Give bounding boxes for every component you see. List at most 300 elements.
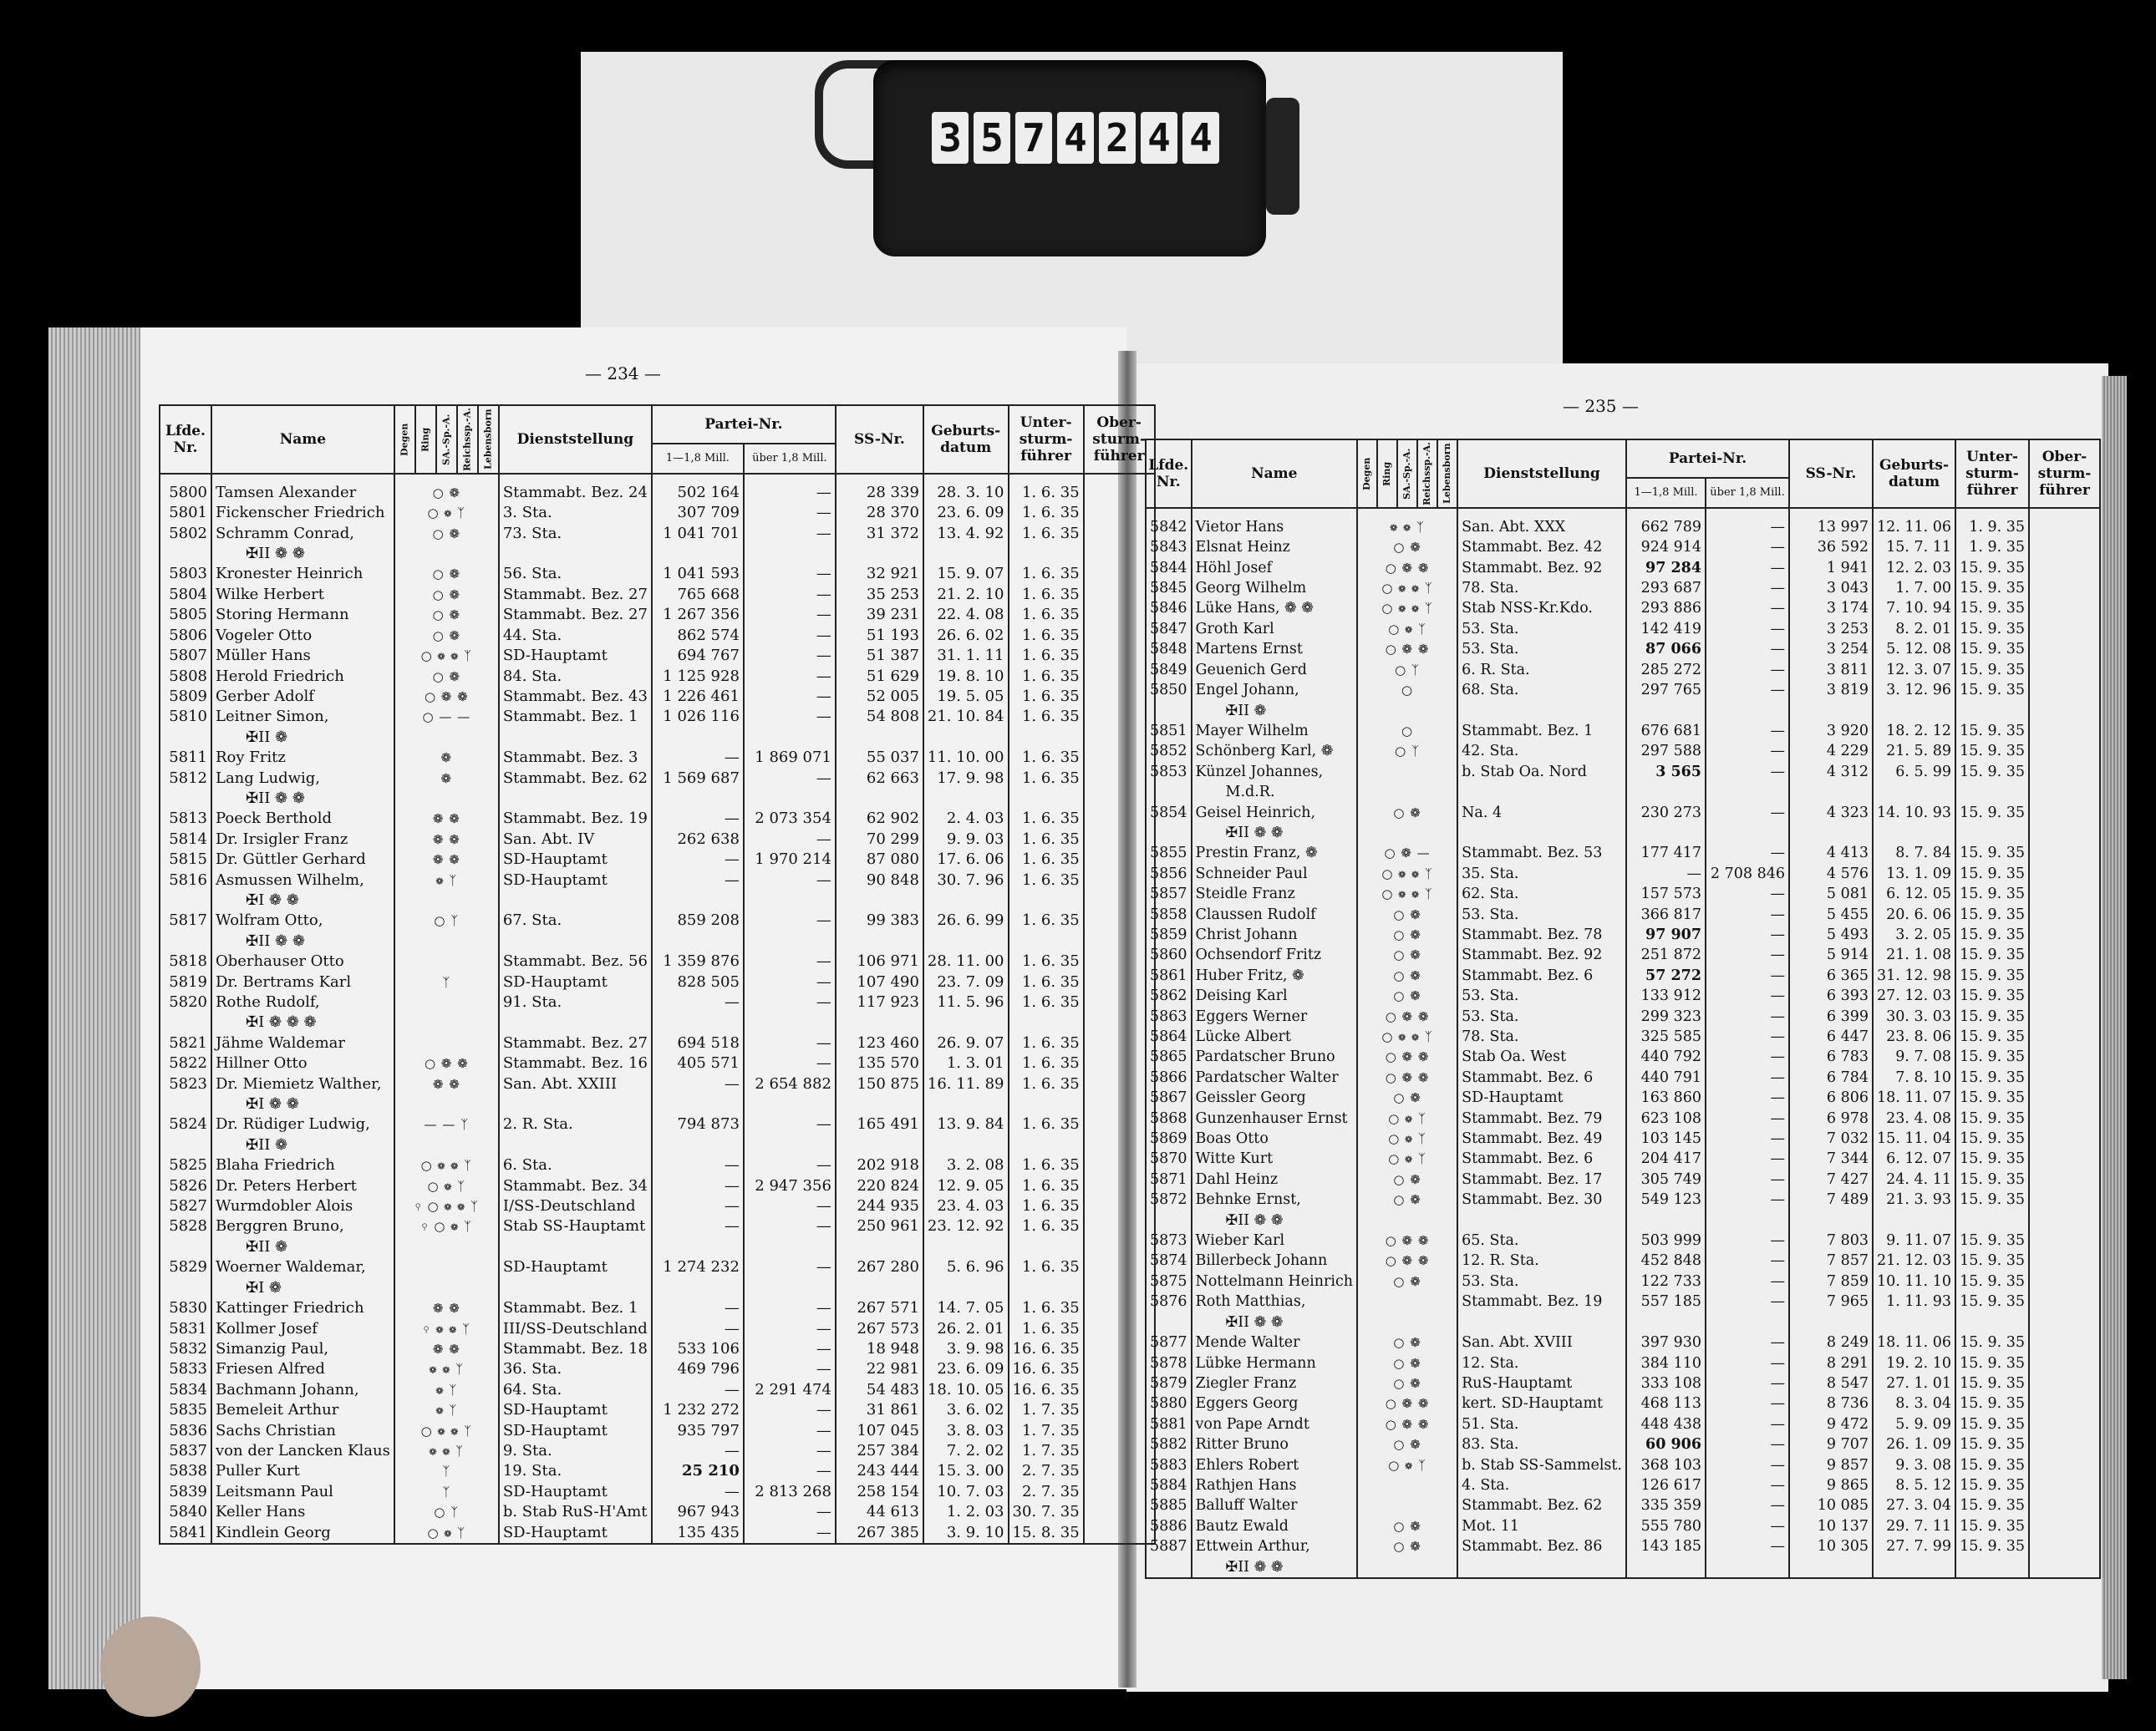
partei-nr-high-cell: —	[744, 605, 836, 625]
obersturmfuehrer-cell	[1084, 1257, 1155, 1277]
geburtsdatum-cell: 14. 7. 05	[923, 1298, 1009, 1318]
dienststellung-cell	[499, 1237, 652, 1257]
untersturmfuehrer-cell	[1955, 1211, 2029, 1231]
partei-nr-low-cell: 204 417	[1626, 1149, 1706, 1169]
honors-cell	[1357, 782, 1457, 802]
table-row	[1146, 1333, 2100, 1353]
partei-nr-low-cell: —	[652, 1482, 744, 1502]
partei-nr-high-cell: —	[1706, 884, 1789, 904]
partei-nr-high-cell: —	[1706, 1231, 1789, 1251]
partei-nr-low-cell: 230 273	[1626, 803, 1706, 823]
table-row	[160, 1237, 1155, 1257]
honors-cell: ○ ❁	[1357, 1088, 1457, 1108]
lfd-nr-cell: 5872	[1146, 1190, 1192, 1210]
lfd-nr-cell: 5861	[1146, 966, 1192, 986]
name-cell: Simanzig Paul,	[211, 1339, 394, 1359]
untersturmfuehrer-cell: 1. 6. 35	[1009, 1074, 1084, 1094]
ss-nr-cell: 7 427	[1789, 1170, 1873, 1190]
partei-nr-low-cell: 503 999	[1626, 1231, 1706, 1251]
partei-nr-high-cell: —	[744, 1359, 836, 1379]
dienststellung-cell: San. Abt. XVIII	[1457, 1333, 1626, 1353]
dienststellung-cell	[499, 1094, 652, 1114]
left-register-table	[159, 404, 1156, 1545]
partei-nr-low-cell: —	[652, 1216, 744, 1236]
geburtsdatum-cell: 15. 11. 04	[1873, 1129, 1955, 1149]
partei-nr-low-cell	[652, 544, 744, 564]
partei-nr-low-cell: 142 419	[1626, 619, 1706, 639]
ss-nr-cell: 55 037	[836, 748, 923, 768]
dienststellung-cell: Stab SS-Hauptamt	[499, 1216, 652, 1236]
name-cell: Ehlers Robert	[1192, 1455, 1358, 1475]
partei-nr-low-cell: 335 359	[1626, 1495, 1706, 1515]
obersturmfuehrer-cell	[2029, 986, 2100, 1006]
lfd-nr-cell	[160, 1094, 211, 1114]
geburtsdatum-cell: 27. 1. 01	[1873, 1373, 1955, 1393]
geburtsdatum-cell: 14. 10. 93	[1873, 803, 1955, 823]
name-cell: Rathjen Hans	[1192, 1475, 1358, 1495]
partei-nr-high-cell: —	[744, 646, 836, 666]
untersturmfuehrer-cell: 15. 9. 35	[1955, 1068, 2029, 1088]
lfd-nr-cell: 5823	[160, 1074, 211, 1094]
untersturmfuehrer-cell	[1955, 782, 2029, 802]
name-cell: Bautz Ewald	[1192, 1516, 1358, 1536]
honors-cell: ○ ❁ ❁ ᛉ	[1357, 884, 1457, 904]
partei-nr-low-cell: 694 767	[652, 646, 744, 666]
partei-nr-high-cell: —	[1706, 803, 1789, 823]
ss-nr-cell: 244 935	[836, 1196, 923, 1216]
name-cell: von Pape Arndt	[1192, 1414, 1358, 1434]
obersturmfuehrer-cell	[2029, 1516, 2100, 1536]
geburtsdatum-cell: 8. 7. 84	[1873, 843, 1955, 863]
untersturmfuehrer-cell: 1. 6. 35	[1009, 871, 1084, 891]
honors-cell: ○ ❁	[1357, 1353, 1457, 1373]
table-row	[160, 1013, 1155, 1033]
geburtsdatum-cell	[923, 891, 1009, 911]
table-row	[160, 564, 1155, 584]
partei-nr-high-cell: —	[744, 911, 836, 931]
untersturmfuehrer-cell: 2. 7. 35	[1009, 1461, 1084, 1481]
obersturmfuehrer-cell	[2029, 782, 2100, 802]
counter-knob	[1266, 98, 1299, 215]
table-row	[160, 1380, 1155, 1400]
untersturmfuehrer-cell: 15. 9. 35	[1955, 986, 2029, 1006]
partei-nr-low-cell: 828 505	[652, 972, 744, 992]
header-ring: Ring	[415, 405, 436, 474]
table-row	[160, 503, 1155, 523]
lfd-nr-cell: 5841	[160, 1523, 211, 1544]
partei-nr-high-cell: —	[744, 564, 836, 584]
honors-cell: ○ ❁	[1357, 1272, 1457, 1292]
obersturmfuehrer-cell	[2029, 537, 2100, 557]
untersturmfuehrer-cell: 15. 8. 35	[1009, 1523, 1084, 1544]
untersturmfuehrer-cell	[1955, 1312, 2029, 1333]
dienststellung-cell: SD-Hauptamt	[499, 850, 652, 870]
partei-nr-low-cell: 87 066	[1626, 639, 1706, 659]
geburtsdatum-cell	[1873, 823, 1955, 843]
table-row	[160, 1094, 1155, 1114]
partei-nr-high-cell: 2 708 846	[1706, 864, 1789, 884]
partei-nr-low-cell: —	[652, 850, 744, 870]
name-cell: Deising Karl	[1192, 986, 1358, 1006]
geburtsdatum-cell: 26. 6. 02	[923, 626, 1009, 646]
partei-nr-high-cell	[1706, 782, 1789, 802]
honors-cell: ○ ❁	[1357, 925, 1457, 945]
header-partei-high: über 1,8 Mill.	[1706, 478, 1789, 508]
honors-cell: ○ ❁ ᛉ	[1357, 619, 1457, 639]
ss-nr-cell: 7 857	[1789, 1251, 1873, 1271]
ss-nr-cell: 28 370	[836, 503, 923, 523]
partei-nr-low-cell: 533 106	[652, 1339, 744, 1359]
honors-cell: ○ ❁	[1357, 905, 1457, 925]
name-cell: ✠II ❁ ❁	[1192, 1557, 1358, 1578]
obersturmfuehrer-cell	[1084, 1155, 1155, 1175]
partei-nr-high-cell: —	[744, 1421, 836, 1441]
dienststellung-cell: 6. R. Sta.	[1457, 660, 1626, 680]
name-cell: ✠II ❁ ❁	[1192, 823, 1358, 843]
obersturmfuehrer-cell	[1084, 1176, 1155, 1196]
honors-cell: ❁ ❁	[394, 830, 499, 850]
untersturmfuehrer-cell: 1. 6. 35	[1009, 911, 1084, 931]
counter-digit: 7	[1015, 112, 1052, 164]
untersturmfuehrer-cell: 15. 9. 35	[1955, 1536, 2029, 1556]
untersturmfuehrer-cell: 15. 9. 35	[1955, 762, 2029, 782]
ss-nr-cell: 10 137	[1789, 1516, 1873, 1536]
geburtsdatum-cell: 9. 9. 03	[923, 830, 1009, 850]
partei-nr-high-cell: 2 654 882	[744, 1074, 836, 1094]
obersturmfuehrer-cell	[2029, 1251, 2100, 1271]
geburtsdatum-cell: 7. 2. 02	[923, 1441, 1009, 1461]
dienststellung-cell: kert. SD-Hauptamt	[1457, 1393, 1626, 1414]
partei-nr-low-cell: 549 123	[1626, 1190, 1706, 1210]
table-row	[160, 769, 1155, 789]
table-row	[160, 911, 1155, 931]
untersturmfuehrer-cell: 1. 6. 35	[1009, 1319, 1084, 1339]
partei-nr-low-cell: 177 417	[1626, 843, 1706, 863]
honors-cell	[394, 1013, 499, 1033]
geburtsdatum-cell: 10. 7. 03	[923, 1482, 1009, 1502]
ss-nr-cell: 39 231	[836, 605, 923, 625]
obersturmfuehrer-cell	[1084, 646, 1155, 666]
partei-nr-low-cell: 305 749	[1626, 1170, 1706, 1190]
untersturmfuehrer-cell: 1. 6. 35	[1009, 646, 1084, 666]
obersturmfuehrer-cell	[2029, 1231, 2100, 1251]
table-row	[160, 1196, 1155, 1216]
lfd-nr-cell: 5808	[160, 667, 211, 687]
partei-nr-low-cell: 143 185	[1626, 1536, 1706, 1556]
partei-nr-low-cell: 862 574	[652, 626, 744, 646]
geburtsdatum-cell: 21. 5. 89	[1873, 741, 1955, 761]
partei-nr-high-cell: —	[1706, 1027, 1789, 1047]
geburtsdatum-cell: 13. 9. 84	[923, 1114, 1009, 1135]
table-row	[1146, 1047, 2100, 1067]
obersturmfuehrer-cell	[1084, 769, 1155, 789]
partei-nr-low-cell: 368 103	[1626, 1455, 1706, 1475]
obersturmfuehrer-cell	[2029, 1190, 2100, 1210]
partei-nr-high-cell	[744, 1094, 836, 1114]
partei-nr-low-cell: 384 110	[1626, 1353, 1706, 1373]
partei-nr-high-cell: —	[744, 830, 836, 850]
partei-nr-high-cell: —	[744, 667, 836, 687]
name-cell: ✠II ❁	[211, 1135, 394, 1155]
partei-nr-low-cell	[652, 789, 744, 809]
name-cell: ✠I ❁	[211, 1278, 394, 1298]
counter-digit: 4	[1141, 112, 1177, 164]
lfd-nr-cell: 5876	[1146, 1292, 1192, 1312]
geburtsdatum-cell: 5. 12. 08	[1873, 639, 1955, 659]
lfd-nr-cell	[160, 1013, 211, 1033]
dienststellung-cell: 4. Sta.	[1457, 1475, 1626, 1495]
obersturmfuehrer-cell	[2029, 1027, 2100, 1047]
untersturmfuehrer-cell: 15. 9. 35	[1955, 966, 2029, 986]
obersturmfuehrer-cell	[1084, 1216, 1155, 1236]
untersturmfuehrer-cell: 15. 9. 35	[1955, 925, 2029, 945]
partei-nr-low-cell: 293 886	[1626, 598, 1706, 618]
geburtsdatum-cell	[923, 1013, 1009, 1033]
geburtsdatum-cell: 7. 8. 10	[1873, 1068, 1955, 1088]
partei-nr-low-cell: 251 872	[1626, 945, 1706, 965]
table-row	[1146, 1272, 2100, 1292]
table-row	[160, 1135, 1155, 1155]
geburtsdatum-cell: 11. 5. 96	[923, 992, 1009, 1013]
ss-nr-cell: 4 323	[1789, 803, 1873, 823]
dienststellung-cell: 3. Sta.	[499, 503, 652, 523]
partei-nr-high-cell: —	[1706, 537, 1789, 557]
header-lebensborn: Lebensborn	[1437, 439, 1457, 508]
obersturmfuehrer-cell	[1084, 1421, 1155, 1441]
honors-cell	[1357, 823, 1457, 843]
honors-cell: ○ ❁	[1357, 1190, 1457, 1210]
partei-nr-low-cell: 297 765	[1626, 680, 1706, 700]
dienststellung-cell: Stammabt. Bez. 56	[499, 952, 652, 972]
untersturmfuehrer-cell: 15. 9. 35	[1955, 884, 2029, 904]
name-cell: Huber Fritz, ❁	[1192, 966, 1358, 986]
table-row	[1146, 1312, 2100, 1333]
name-cell: von der Lancken Klaus	[211, 1441, 394, 1461]
table-row	[160, 830, 1155, 850]
dienststellung-cell: SD-Hauptamt	[499, 646, 652, 666]
partei-nr-low-cell: —	[652, 1176, 744, 1196]
lfd-nr-cell: 5880	[1146, 1393, 1192, 1414]
table-row	[1146, 945, 2100, 965]
geburtsdatum-cell: 26. 1. 09	[1873, 1434, 1955, 1454]
name-cell: ✠II ❁ ❁	[1192, 1312, 1358, 1333]
dienststellung-cell: 91. Sta.	[499, 992, 652, 1013]
header-ss-nr: SS-Nr.	[1789, 439, 1873, 508]
obersturmfuehrer-cell	[1084, 1033, 1155, 1053]
untersturmfuehrer-cell: 15. 9. 35	[1955, 1292, 2029, 1312]
table-row	[1146, 701, 2100, 721]
honors-cell: ○ ❁ ᛉ	[394, 503, 499, 523]
geburtsdatum-cell: 18. 11. 07	[1873, 1088, 1955, 1108]
name-cell: Gerber Adolf	[211, 687, 394, 707]
partei-nr-high-cell: —	[744, 992, 836, 1013]
partei-nr-low-cell: 557 185	[1626, 1292, 1706, 1312]
obersturmfuehrer-cell	[1084, 1441, 1155, 1461]
obersturmfuehrer-cell	[1084, 850, 1155, 870]
untersturmfuehrer-cell: 15. 9. 35	[1955, 945, 2029, 965]
ss-nr-cell: 9 472	[1789, 1414, 1873, 1434]
partei-nr-high-cell: —	[1706, 578, 1789, 598]
partei-nr-low-cell: 1 041 701	[652, 524, 744, 544]
name-cell: Geissler Georg	[1192, 1088, 1358, 1108]
obersturmfuehrer-cell	[2029, 1455, 2100, 1475]
lfd-nr-cell: 5827	[160, 1196, 211, 1216]
geburtsdatum-cell: 23. 4. 03	[923, 1196, 1009, 1216]
dienststellung-cell: SD-Hauptamt	[499, 871, 652, 891]
dienststellung-cell: Stammabt. Bez. 42	[1457, 537, 1626, 557]
table-row	[160, 972, 1155, 992]
dienststellung-cell: b. Stab Oa. Nord	[1457, 762, 1626, 782]
obersturmfuehrer-cell	[1084, 931, 1155, 952]
table-row	[160, 687, 1155, 707]
untersturmfuehrer-cell: 15. 9. 35	[1955, 1047, 2029, 1067]
ss-nr-cell: 7 859	[1789, 1272, 1873, 1292]
untersturmfuehrer-cell	[1009, 1237, 1084, 1257]
partei-nr-high-cell	[1706, 701, 1789, 721]
partei-nr-low-cell: 448 438	[1626, 1414, 1706, 1434]
ss-nr-cell: 3 819	[1789, 680, 1873, 700]
dienststellung-cell: 53. Sta.	[1457, 619, 1626, 639]
untersturmfuehrer-cell: 1. 6. 35	[1009, 769, 1084, 789]
obersturmfuehrer-cell	[2029, 823, 2100, 843]
lfd-nr-cell: 5844	[1146, 558, 1192, 578]
name-cell: Engel Johann,	[1192, 680, 1358, 700]
ss-nr-cell: 3 043	[1789, 578, 1873, 598]
lfd-nr-cell: 5820	[160, 992, 211, 1013]
honors-cell: ○ ❁ ❁ ᛉ	[1357, 1027, 1457, 1047]
table-row	[1146, 1557, 2100, 1578]
dienststellung-cell: 36. Sta.	[499, 1359, 652, 1379]
partei-nr-low-cell: 299 323	[1626, 1007, 1706, 1027]
geburtsdatum-cell: 30. 3. 03	[1873, 1007, 1955, 1027]
lfd-nr-cell: 5824	[160, 1114, 211, 1135]
table-row	[160, 1298, 1155, 1318]
partei-nr-high-cell: —	[744, 1114, 836, 1135]
dienststellung-cell: Stammabt. Bez. 24	[499, 474, 652, 503]
lfd-nr-cell: 5873	[1146, 1231, 1192, 1251]
geburtsdatum-cell: 3. 8. 03	[923, 1421, 1009, 1441]
lfd-nr-cell: 5860	[1146, 945, 1192, 965]
honors-cell: ○ — —	[394, 707, 499, 727]
geburtsdatum-cell: 13. 1. 09	[1873, 864, 1955, 884]
name-cell: Kindlein Georg	[211, 1523, 394, 1544]
partei-nr-low-cell: 163 860	[1626, 1088, 1706, 1108]
partei-nr-low-cell: 1 026 116	[652, 707, 744, 727]
left-page-number: — 234 —	[585, 363, 661, 383]
honors-cell: ○ ❁ ᛉ	[394, 1176, 499, 1196]
honors-cell: ○ ❁	[1357, 945, 1457, 965]
ss-nr-cell: 243 444	[836, 1461, 923, 1481]
dienststellung-cell: Stammabt. Bez. 27	[499, 585, 652, 605]
dienststellung-cell: Stammabt. Bez. 53	[1457, 843, 1626, 863]
obersturmfuehrer-cell	[1084, 503, 1155, 523]
dienststellung-cell: 53. Sta.	[1457, 1007, 1626, 1027]
dienststellung-cell: Mot. 11	[1457, 1516, 1626, 1536]
untersturmfuehrer-cell: 15. 9. 35	[1955, 1373, 2029, 1393]
obersturmfuehrer-cell	[1084, 1114, 1155, 1135]
name-cell: Christ Johann	[1192, 925, 1358, 945]
lfd-nr-cell: 5874	[1146, 1251, 1192, 1271]
left-table-body	[160, 474, 1155, 1544]
honors-cell	[1357, 1312, 1457, 1333]
right-page-edges	[2102, 376, 2127, 1679]
ss-nr-cell	[836, 789, 923, 809]
table-row	[160, 1502, 1155, 1522]
lfd-nr-cell: 5829	[160, 1257, 211, 1277]
header-lfd-nr: Lfde. Nr.	[160, 405, 211, 474]
lfd-nr-cell: 5836	[160, 1421, 211, 1441]
ss-nr-cell: 106 971	[836, 952, 923, 972]
untersturmfuehrer-cell: 1. 6. 35	[1009, 1216, 1084, 1236]
geburtsdatum-cell: 30. 7. 96	[923, 871, 1009, 891]
partei-nr-high-cell: —	[744, 972, 836, 992]
untersturmfuehrer-cell	[1009, 728, 1084, 748]
obersturmfuehrer-cell	[2029, 680, 2100, 700]
ss-nr-cell: 267 573	[836, 1319, 923, 1339]
thumb	[100, 1617, 201, 1717]
geburtsdatum-cell: 31. 1. 11	[923, 646, 1009, 666]
partei-nr-low-cell: 293 687	[1626, 578, 1706, 598]
lfd-nr-cell: 5817	[160, 911, 211, 931]
partei-nr-high-cell: —	[744, 707, 836, 727]
table-row	[160, 1155, 1155, 1175]
lfd-nr-cell: 5835	[160, 1400, 211, 1420]
honors-cell: ○ ᛉ	[394, 1502, 499, 1522]
name-cell: Witte Kurt	[1192, 1149, 1358, 1169]
partei-nr-low-cell: 1 569 687	[652, 769, 744, 789]
honors-cell: ○ ❁ ❁	[1357, 1414, 1457, 1434]
partei-nr-high-cell: —	[1706, 1007, 1789, 1027]
ss-nr-cell: 220 824	[836, 1176, 923, 1196]
partei-nr-high-cell: —	[744, 1257, 836, 1277]
obersturmfuehrer-cell	[2029, 762, 2100, 782]
lfd-nr-cell: 5856	[1146, 864, 1192, 884]
ss-nr-cell: 267 571	[836, 1298, 923, 1318]
geburtsdatum-cell: 15. 7. 11	[1873, 537, 1955, 557]
partei-nr-low-cell: —	[652, 1441, 744, 1461]
dienststellung-cell: III/SS-Deutschland	[499, 1319, 652, 1339]
lfd-nr-cell: 5862	[1146, 986, 1192, 1006]
partei-nr-high-cell: —	[744, 1502, 836, 1522]
partei-nr-low-cell: —	[652, 748, 744, 768]
lfd-nr-cell	[160, 789, 211, 809]
lfd-nr-cell: 5828	[160, 1216, 211, 1236]
untersturmfuehrer-cell	[1955, 701, 2029, 721]
dienststellung-cell: 9. Sta.	[499, 1441, 652, 1461]
geburtsdatum-cell: 31. 12. 98	[1873, 966, 1955, 986]
untersturmfuehrer-cell: 15. 9. 35	[1955, 1149, 2029, 1169]
dienststellung-cell: Stammabt. Bez. 92	[1457, 945, 1626, 965]
honors-cell	[394, 789, 499, 809]
obersturmfuehrer-cell	[1084, 952, 1155, 972]
partei-nr-high-cell: 1 970 214	[744, 850, 836, 870]
honors-cell: ○ ❁	[1357, 1434, 1457, 1454]
table-row	[1146, 1231, 2100, 1251]
header-name: Name	[211, 405, 394, 474]
obersturmfuehrer-cell	[1084, 1319, 1155, 1339]
obersturmfuehrer-cell	[1084, 1400, 1155, 1420]
honors-cell	[394, 1237, 499, 1257]
untersturmfuehrer-cell: 16. 6. 35	[1009, 1380, 1084, 1400]
table-row	[1146, 986, 2100, 1006]
honors-cell: ○ ❁	[394, 524, 499, 544]
geburtsdatum-cell: 9. 11. 07	[1873, 1231, 1955, 1251]
untersturmfuehrer-cell	[1009, 931, 1084, 952]
obersturmfuehrer-cell	[2029, 1211, 2100, 1231]
partei-nr-high-cell: —	[1706, 1088, 1789, 1108]
partei-nr-high-cell: —	[1706, 1516, 1789, 1536]
partei-nr-low-cell: —	[652, 809, 744, 829]
